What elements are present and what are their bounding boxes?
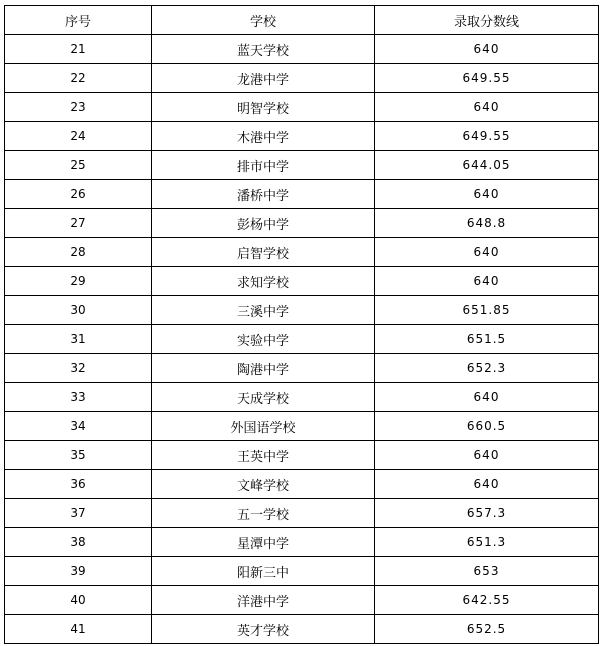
cell-school: 陶港中学: [152, 354, 375, 383]
header-score: 录取分数线: [375, 6, 599, 35]
cell-no: 38: [5, 528, 152, 557]
cell-no: 25: [5, 151, 152, 180]
cell-score: 651.3: [375, 528, 599, 557]
cell-no: 32: [5, 354, 152, 383]
table-row: [5, 180, 599, 209]
table-row: [5, 499, 599, 528]
cell-no: 29: [5, 267, 152, 296]
table-row: [5, 122, 599, 151]
table-row: [5, 557, 599, 586]
cell-no: 34: [5, 412, 152, 441]
cell-score: 651.85: [375, 296, 599, 325]
cell-score: 640: [375, 35, 599, 64]
table-row: [5, 615, 599, 644]
cell-no: 27: [5, 209, 152, 238]
cell-no: 37: [5, 499, 152, 528]
table-row: [5, 325, 599, 354]
header-school: 学校: [152, 6, 375, 35]
cell-school: 彭杨中学: [152, 209, 375, 238]
cell-score: 640: [375, 267, 599, 296]
cell-score: 660.5: [375, 412, 599, 441]
cell-school: 三溪中学: [152, 296, 375, 325]
cell-school: 龙港中学: [152, 64, 375, 93]
table-row: [5, 267, 599, 296]
cell-no: 40: [5, 586, 152, 615]
cell-no: 26: [5, 180, 152, 209]
cell-score: 649.55: [375, 64, 599, 93]
cell-school: 星潭中学: [152, 528, 375, 557]
cell-school: 外国语学校: [152, 412, 375, 441]
cell-no: 24: [5, 122, 152, 151]
table-row: [5, 441, 599, 470]
cell-score: 640: [375, 238, 599, 267]
cell-school: 文峰学校: [152, 470, 375, 499]
cell-school: 王英中学: [152, 441, 375, 470]
cell-school: 启智学校: [152, 238, 375, 267]
cell-school: 求知学校: [152, 267, 375, 296]
table-row: [5, 151, 599, 180]
table-row: [5, 296, 599, 325]
cell-score: 657.3: [375, 499, 599, 528]
table-row: [5, 238, 599, 267]
cell-no: 36: [5, 470, 152, 499]
cell-school: 洋港中学: [152, 586, 375, 615]
cell-score: 640: [375, 93, 599, 122]
cell-school: 五一学校: [152, 499, 375, 528]
cell-school: 明智学校: [152, 93, 375, 122]
cell-no: 31: [5, 325, 152, 354]
cell-no: 21: [5, 35, 152, 64]
cell-score: 651.5: [375, 325, 599, 354]
cell-score: 640: [375, 180, 599, 209]
cell-score: 649.55: [375, 122, 599, 151]
cell-score: 653: [375, 557, 599, 586]
cell-no: 33: [5, 383, 152, 412]
table-row: [5, 209, 599, 238]
cell-no: 22: [5, 64, 152, 93]
cell-school: 天成学校: [152, 383, 375, 412]
table-row: [5, 93, 599, 122]
cell-score: 652.3: [375, 354, 599, 383]
admission-score-table: [4, 5, 599, 644]
cell-no: 30: [5, 296, 152, 325]
cell-no: 23: [5, 93, 152, 122]
table-row: [5, 64, 599, 93]
table-row: [5, 528, 599, 557]
cell-no: 41: [5, 615, 152, 644]
cell-school: 实验中学: [152, 325, 375, 354]
cell-school: 蓝天学校: [152, 35, 375, 64]
table-row: [5, 470, 599, 499]
cell-school: 英才学校: [152, 615, 375, 644]
cell-score: 652.5: [375, 615, 599, 644]
cell-school: 阳新三中: [152, 557, 375, 586]
cell-school: 潘桥中学: [152, 180, 375, 209]
table-row: [5, 354, 599, 383]
cell-score: 642.55: [375, 586, 599, 615]
cell-score: 640: [375, 470, 599, 499]
table-row: [5, 383, 599, 412]
cell-no: 28: [5, 238, 152, 267]
table-row: [5, 35, 599, 64]
cell-score: 648.8: [375, 209, 599, 238]
table-header-row: [5, 6, 599, 35]
cell-score: 644.05: [375, 151, 599, 180]
cell-no: 35: [5, 441, 152, 470]
cell-school: 排市中学: [152, 151, 375, 180]
cell-score: 640: [375, 383, 599, 412]
cell-score: 640: [375, 441, 599, 470]
header-no: 序号: [5, 6, 152, 35]
table-row: [5, 586, 599, 615]
table-body: [5, 35, 599, 644]
cell-school: 木港中学: [152, 122, 375, 151]
table-row: [5, 412, 599, 441]
cell-no: 39: [5, 557, 152, 586]
